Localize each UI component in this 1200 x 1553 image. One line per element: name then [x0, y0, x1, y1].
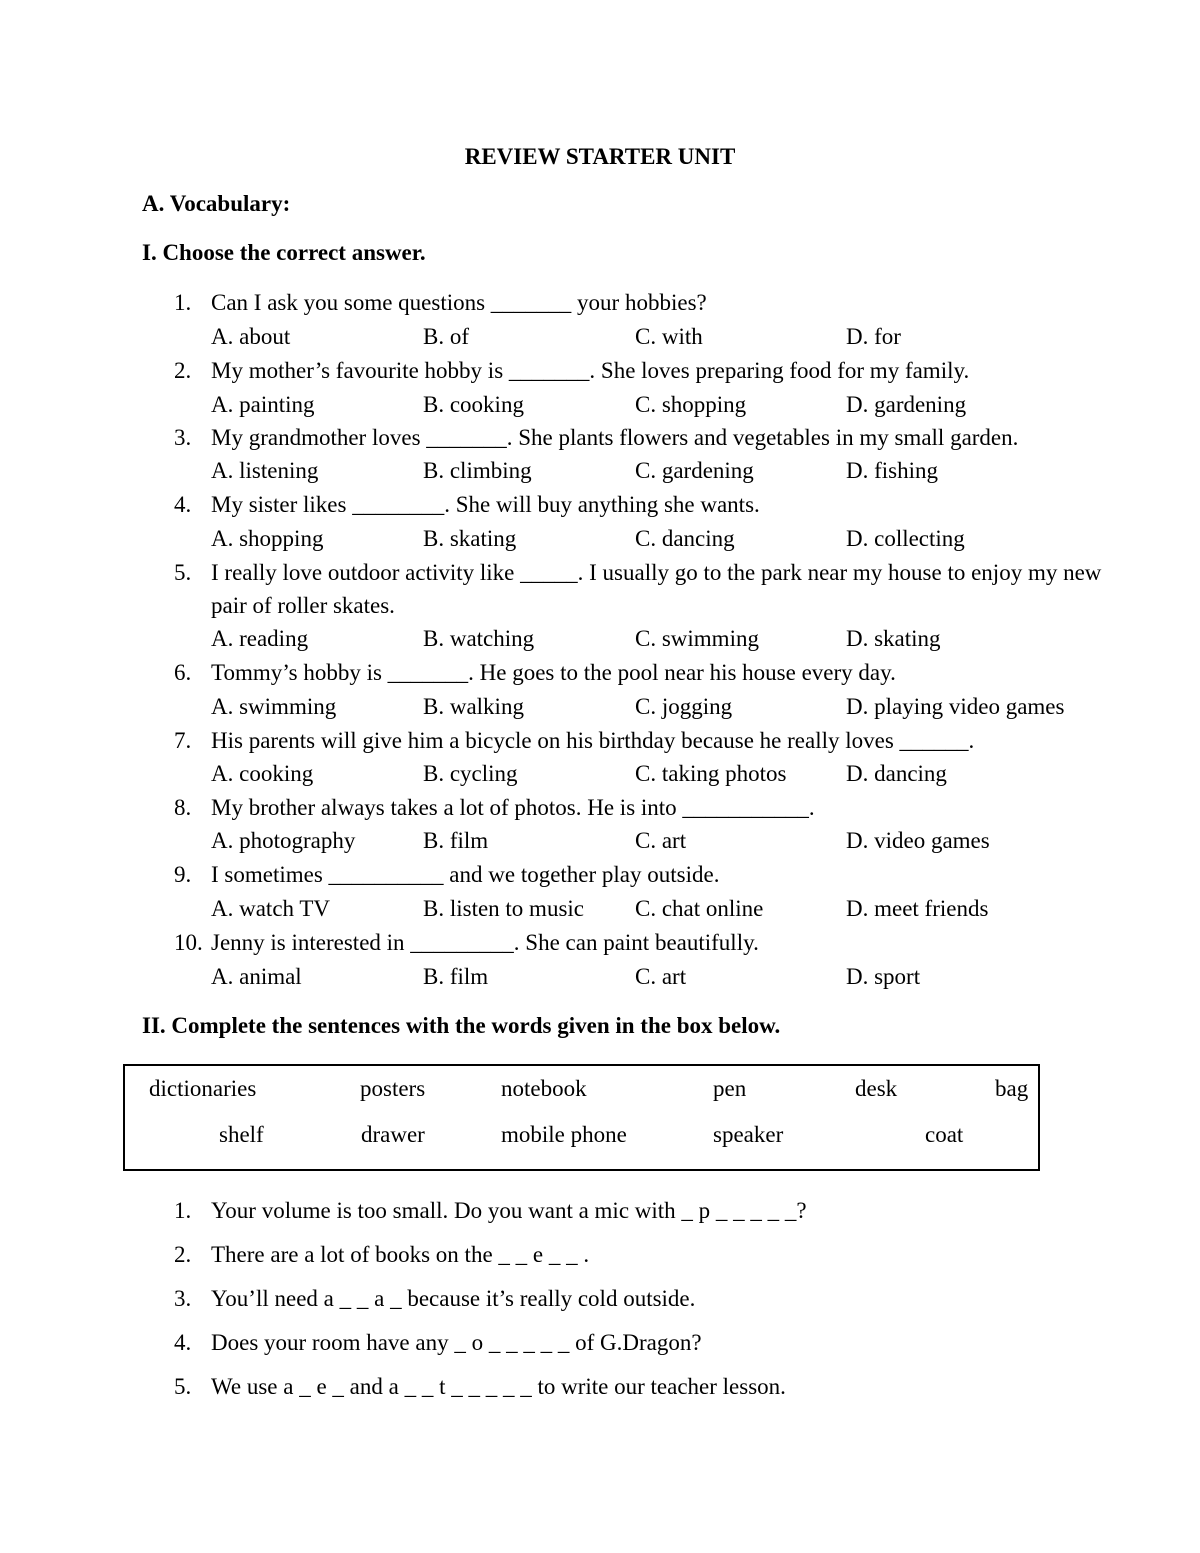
option-a: A. cooking — [211, 761, 314, 786]
question-number: 3. — [174, 1286, 192, 1311]
option-d: D. meet friends — [846, 896, 989, 921]
option-b: B. film — [423, 828, 489, 853]
question-number: 9. — [174, 862, 192, 887]
question-text: My mother’s favourite hobby is _______. She loves preparing food for my family. — [211, 358, 970, 383]
option-a: A. watch TV — [211, 896, 331, 921]
option-c: C. art — [635, 964, 687, 989]
option-b: B. film — [423, 964, 489, 989]
option-a: A. reading — [211, 626, 309, 651]
question-number: 10. — [174, 930, 203, 955]
question-number: 5. — [174, 560, 192, 585]
options-1 — [211, 320, 1161, 354]
options-6 — [211, 690, 1161, 724]
options-4 — [211, 522, 1161, 556]
word-item: drawer — [361, 1122, 425, 1147]
option-b: B. walking — [423, 694, 524, 719]
options-5 — [211, 622, 1161, 656]
option-d: D. playing video games — [846, 694, 1065, 719]
option-d: D. sport — [846, 964, 921, 989]
options-8 — [211, 824, 1161, 858]
option-c: C. shopping — [635, 392, 747, 417]
question-text: My grandmother loves _______. She plants flowers and vegetables in my small garden. — [211, 425, 1019, 450]
part1-heading: I. Choose the correct answer. — [142, 240, 426, 265]
option-c: C. swimming — [635, 626, 759, 651]
options-2 — [211, 388, 1161, 422]
option-d: D. for — [846, 324, 901, 349]
word-item: posters — [360, 1076, 426, 1101]
page-title: REVIEW STARTER UNIT — [464, 144, 736, 169]
option-a: A. shopping — [211, 526, 324, 551]
question-text: I sometimes __________ and we together play outside. — [211, 862, 720, 887]
option-b: B. skating — [423, 526, 517, 551]
question-text: His parents will give him a bicycle on his birthday because he really loves ______. — [211, 728, 975, 753]
option-c: C. art — [635, 828, 687, 853]
word-item: mobile phone — [501, 1122, 627, 1147]
option-d: D. collecting — [846, 526, 965, 551]
option-c: C. dancing — [635, 526, 735, 551]
question-text: Your volume is too small. Do you want a mic with _ p _ _ _ _ _? — [211, 1198, 807, 1223]
option-b: B. climbing — [423, 458, 532, 483]
question-number: 1. — [174, 1198, 192, 1223]
option-d: D. video games — [846, 828, 990, 853]
question-number: 6. — [174, 660, 192, 685]
word-item: dictionaries — [149, 1076, 257, 1101]
question-text: Jenny is interested in _________. She can paint beautifully. — [211, 930, 759, 955]
options-3 — [211, 454, 1161, 488]
option-c: C. gardening — [635, 458, 754, 483]
part2-heading: II. Complete the sentences with the words given in the box below. — [142, 1013, 781, 1038]
question-number: 3. — [174, 425, 192, 450]
question-text: My brother always takes a lot of photos. He is into ___________. — [211, 795, 815, 820]
word-box — [123, 1064, 1040, 1171]
option-c: C. jogging — [635, 694, 733, 719]
section-a-heading: A. Vocabulary: — [142, 191, 291, 216]
options-9 — [211, 892, 1161, 926]
option-d: D. fishing — [846, 458, 938, 483]
question-text: There are a lot of books on the _ _ e _ _ . — [211, 1242, 590, 1267]
question-text: My sister likes ________. She will buy anything she wants. — [211, 492, 760, 517]
option-b: B. cooking — [423, 392, 524, 417]
word-item: coat — [925, 1122, 964, 1147]
word-item: pen — [713, 1076, 747, 1101]
question-number: 7. — [174, 728, 192, 753]
question-number: 1. — [174, 290, 192, 315]
option-a: A. animal — [211, 964, 302, 989]
options-10 — [211, 960, 1161, 994]
question-text: We use a _ e _ and a _ _ t _ _ _ _ _ to write our teacher lesson. — [211, 1374, 786, 1399]
option-a: A. about — [211, 324, 291, 349]
option-b: B. watching — [423, 626, 535, 651]
word-item: speaker — [713, 1122, 784, 1147]
option-a: A. painting — [211, 392, 315, 417]
question-text: You’ll need a _ _ a _ because it’s really cold outside. — [211, 1286, 696, 1311]
option-a: A. listening — [211, 458, 319, 483]
option-a: A. swimming — [211, 694, 337, 719]
option-c: C. chat online — [635, 896, 764, 921]
question-number: 4. — [174, 1330, 192, 1355]
option-b: B. listen to music — [423, 896, 584, 921]
option-c: C. with — [635, 324, 703, 349]
option-b: B. of — [423, 324, 469, 349]
option-c: C. taking photos — [635, 761, 787, 786]
word-item: shelf — [219, 1122, 264, 1147]
question-text: I really love outdoor activity like _____. I usually go to the park near my house to enjoy my new pair of roller skates. — [211, 560, 1102, 618]
question-number: 8. — [174, 795, 192, 820]
question-text: Can I ask you some questions _______ your hobbies? — [211, 290, 707, 315]
question-number: 2. — [174, 1242, 192, 1267]
option-a: A. photography — [211, 828, 356, 853]
question-text: Does your room have any _ o _ _ _ _ _ of G.Dragon? — [211, 1330, 702, 1355]
options-7 — [211, 757, 1161, 791]
option-d: D. skating — [846, 626, 941, 651]
option-b: B. cycling — [423, 761, 518, 786]
question-number: 5. — [174, 1374, 192, 1399]
question-number: 2. — [174, 358, 192, 383]
word-item: notebook — [501, 1076, 587, 1101]
option-d: D. gardening — [846, 392, 967, 417]
option-d: D. dancing — [846, 761, 947, 786]
word-item: bag — [995, 1076, 1029, 1101]
word-item: desk — [855, 1076, 898, 1101]
question-number: 4. — [174, 492, 192, 517]
question-text: Tommy’s hobby is _______. He goes to the pool near his house every day. — [211, 660, 896, 685]
